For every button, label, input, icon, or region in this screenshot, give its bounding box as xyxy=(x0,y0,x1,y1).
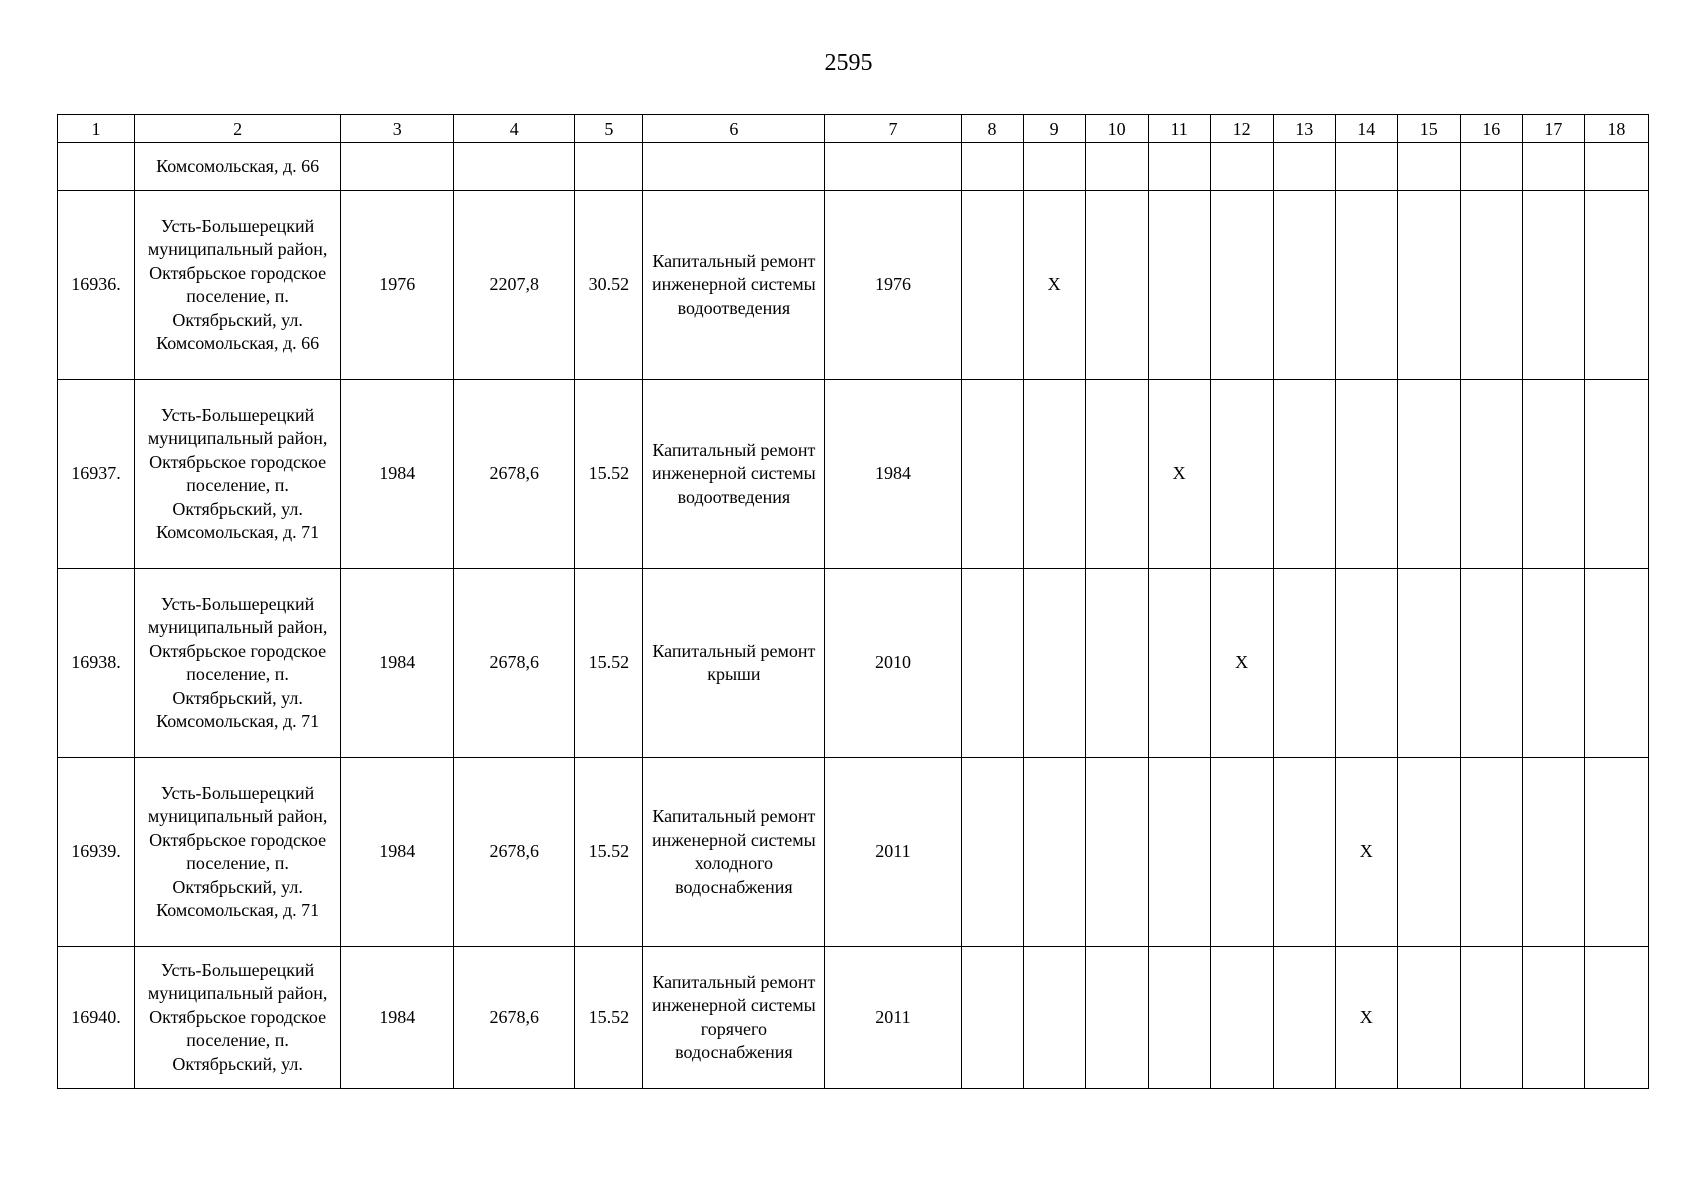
continuation-row xyxy=(58,143,1649,191)
mark-cell xyxy=(1273,758,1335,947)
mark-cell xyxy=(1460,758,1522,947)
table-cell xyxy=(1210,143,1273,191)
column-header: 16 xyxy=(1460,115,1522,143)
mark-cell xyxy=(1397,569,1460,758)
table-row xyxy=(58,758,1649,947)
mark-cell: X xyxy=(1023,191,1085,380)
col5-cell: 15.52 xyxy=(575,758,643,947)
column-header: 13 xyxy=(1273,115,1335,143)
mark-cell xyxy=(1522,947,1584,1089)
table-cell xyxy=(1273,143,1335,191)
area-cell: 2678,6 xyxy=(454,380,575,569)
mark-cell xyxy=(1273,191,1335,380)
table-cell xyxy=(58,143,135,191)
work-type-cell: Капитальный ремонт инженерной системы горячего водоснабжения xyxy=(643,947,825,1089)
table-cell xyxy=(1335,143,1397,191)
column-header: 1 xyxy=(58,115,135,143)
mark-cell xyxy=(1584,380,1648,569)
mark-cell xyxy=(1335,569,1397,758)
row-number: 16936. xyxy=(58,191,135,380)
col5-cell: 15.52 xyxy=(575,569,643,758)
table-cell xyxy=(575,143,643,191)
year-cell: 1984 xyxy=(341,947,454,1089)
column-header: 10 xyxy=(1085,115,1148,143)
column-header: 9 xyxy=(1023,115,1085,143)
mark-cell xyxy=(1335,191,1397,380)
table-row xyxy=(58,947,1649,1089)
col7-cell: 2010 xyxy=(825,569,961,758)
table-row xyxy=(58,380,1649,569)
work-type-cell: Капитальный ремонт крыши xyxy=(643,569,825,758)
work-type-cell: Капитальный ремонт инженерной системы водоотведения xyxy=(643,191,825,380)
mark-cell xyxy=(1023,947,1085,1089)
mark-cell xyxy=(1584,758,1648,947)
col7-cell: 1984 xyxy=(825,380,961,569)
year-cell: 1984 xyxy=(341,758,454,947)
table-cell xyxy=(643,143,825,191)
table-cell xyxy=(1460,143,1522,191)
table-cell xyxy=(454,143,575,191)
row-number: 16940. xyxy=(58,947,135,1089)
mark-cell xyxy=(961,380,1023,569)
address-cell: Усть-Большерецкий муниципальный район, Октябрьское городское поселение, п. Октябрьский, ул. Комсомольская, д. 71 xyxy=(135,569,341,758)
address-cell: Комсомольская, д. 66 xyxy=(135,143,341,191)
area-cell: 2678,6 xyxy=(454,569,575,758)
work-type-cell: Капитальный ремонт инженерной системы водоотведения xyxy=(643,380,825,569)
table-row xyxy=(58,569,1649,758)
mark-cell xyxy=(1397,758,1460,947)
column-header: 2 xyxy=(135,115,341,143)
table-cell xyxy=(961,143,1023,191)
mark-cell xyxy=(1085,380,1148,569)
column-header: 18 xyxy=(1584,115,1648,143)
col5-cell: 15.52 xyxy=(575,380,643,569)
table-cell xyxy=(1397,143,1460,191)
mark-cell xyxy=(1460,380,1522,569)
column-header: 12 xyxy=(1210,115,1273,143)
table-cell xyxy=(825,143,961,191)
table-cell xyxy=(1522,143,1584,191)
mark-cell xyxy=(1460,569,1522,758)
year-cell: 1976 xyxy=(341,191,454,380)
table-row xyxy=(58,191,1649,380)
column-header: 8 xyxy=(961,115,1023,143)
mark-cell xyxy=(961,569,1023,758)
mark-cell xyxy=(961,947,1023,1089)
col5-cell: 15.52 xyxy=(575,947,643,1089)
mark-cell xyxy=(1210,947,1273,1089)
mark-cell xyxy=(1460,191,1522,380)
works-table xyxy=(57,114,1649,1089)
mark-cell xyxy=(1584,191,1648,380)
mark-cell: X xyxy=(1148,380,1210,569)
mark-cell xyxy=(961,758,1023,947)
column-header: 14 xyxy=(1335,115,1397,143)
column-header: 15 xyxy=(1397,115,1460,143)
mark-cell xyxy=(1397,380,1460,569)
year-cell: 1984 xyxy=(341,569,454,758)
mark-cell: X xyxy=(1210,569,1273,758)
table-cell xyxy=(341,143,454,191)
table-cell xyxy=(1584,143,1648,191)
address-cell: Усть-Большерецкий муниципальный район, Октябрьское городское поселение, п. Октябрьский, ул. Комсомольская, д. 71 xyxy=(135,758,341,947)
mark-cell xyxy=(1148,758,1210,947)
mark-cell xyxy=(1210,191,1273,380)
column-header: 5 xyxy=(575,115,643,143)
row-number: 16939. xyxy=(58,758,135,947)
mark-cell xyxy=(1210,380,1273,569)
mark-cell xyxy=(1023,380,1085,569)
column-header: 17 xyxy=(1522,115,1584,143)
mark-cell xyxy=(1085,191,1148,380)
page-number: 2595 xyxy=(824,50,873,76)
column-header: 3 xyxy=(341,115,454,143)
mark-cell xyxy=(1023,758,1085,947)
mark-cell xyxy=(961,191,1023,380)
col5-cell: 30.52 xyxy=(575,191,643,380)
mark-cell xyxy=(1085,569,1148,758)
address-cell: Усть-Большерецкий муниципальный район, Октябрьское городское поселение, п. Октябрьский, ул. xyxy=(135,947,341,1089)
mark-cell xyxy=(1023,569,1085,758)
row-number: 16938. xyxy=(58,569,135,758)
work-type-cell: Капитальный ремонт инженерной системы холодного водоснабжения xyxy=(643,758,825,947)
table-cell xyxy=(1148,143,1210,191)
address-cell: Усть-Большерецкий муниципальный район, Октябрьское городское поселение, п. Октябрьский, ул. Комсомольская, д. 71 xyxy=(135,380,341,569)
area-cell: 2207,8 xyxy=(454,191,575,380)
mark-cell xyxy=(1584,569,1648,758)
column-header: 4 xyxy=(454,115,575,143)
mark-cell xyxy=(1397,191,1460,380)
mark-cell xyxy=(1522,569,1584,758)
area-cell: 2678,6 xyxy=(454,947,575,1089)
mark-cell xyxy=(1397,947,1460,1089)
mark-cell xyxy=(1273,947,1335,1089)
mark-cell xyxy=(1148,191,1210,380)
col7-cell: 1976 xyxy=(825,191,961,380)
column-header: 11 xyxy=(1148,115,1210,143)
mark-cell xyxy=(1148,947,1210,1089)
mark-cell xyxy=(1085,758,1148,947)
column-header: 6 xyxy=(643,115,825,143)
mark-cell xyxy=(1085,947,1148,1089)
table-cell xyxy=(1023,143,1085,191)
table-cell xyxy=(1085,143,1148,191)
mark-cell xyxy=(1335,380,1397,569)
mark-cell xyxy=(1210,758,1273,947)
row-number: 16937. xyxy=(58,380,135,569)
mark-cell: X xyxy=(1335,947,1397,1089)
mark-cell xyxy=(1522,380,1584,569)
mark-cell xyxy=(1522,758,1584,947)
column-header: 7 xyxy=(825,115,961,143)
col7-cell: 2011 xyxy=(825,758,961,947)
year-cell: 1984 xyxy=(341,380,454,569)
mark-cell xyxy=(1460,947,1522,1089)
col7-cell: 2011 xyxy=(825,947,961,1089)
mark-cell xyxy=(1148,569,1210,758)
mark-cell xyxy=(1522,191,1584,380)
mark-cell: X xyxy=(1335,758,1397,947)
area-cell: 2678,6 xyxy=(454,758,575,947)
mark-cell xyxy=(1273,569,1335,758)
address-cell: Усть-Большерецкий муниципальный район, Октябрьское городское поселение, п. Октябрьский, ул. Комсомольская, д. 66 xyxy=(135,191,341,380)
header-row xyxy=(58,115,1649,143)
mark-cell xyxy=(1273,380,1335,569)
mark-cell xyxy=(1584,947,1648,1089)
